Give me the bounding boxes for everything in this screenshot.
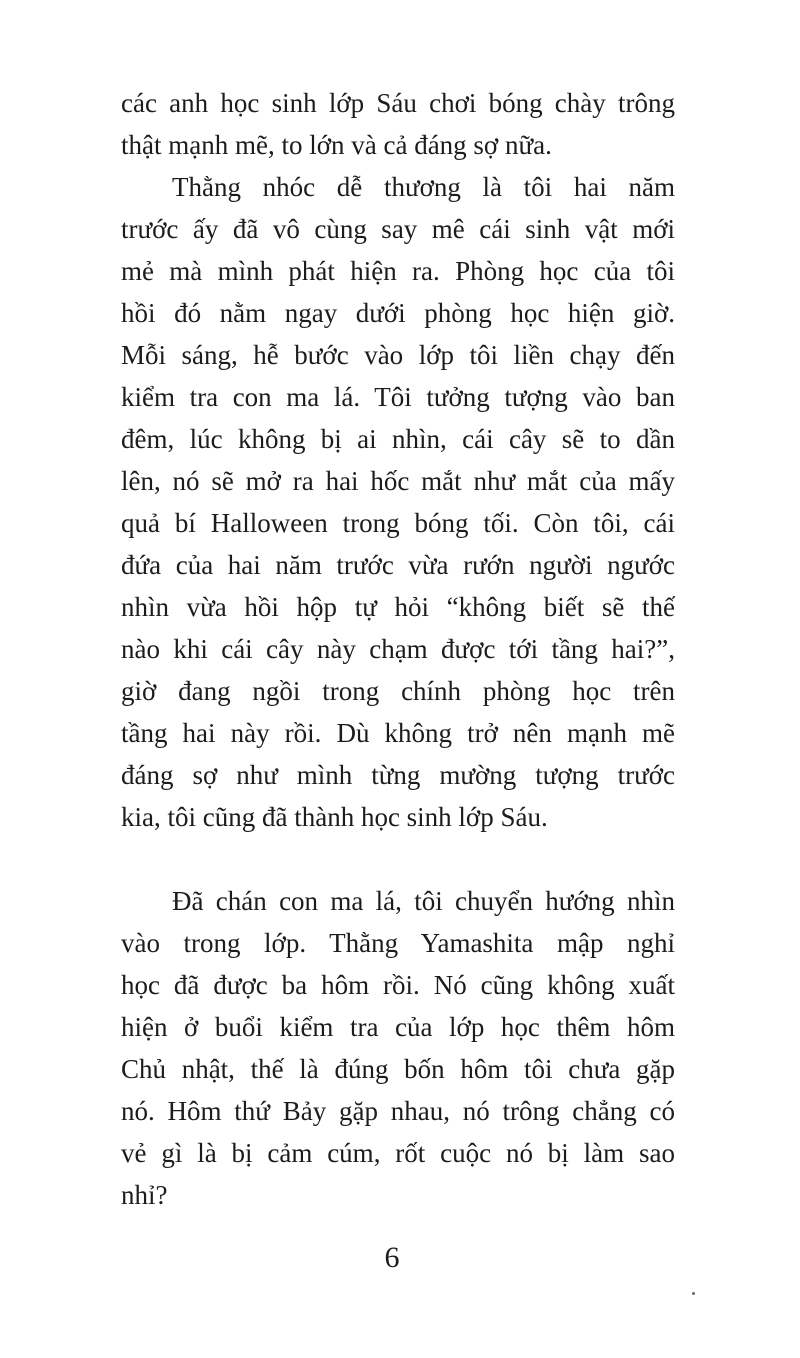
text-block (121, 82, 675, 1216)
scan-artifact-speck (692, 1292, 695, 1295)
text-line: kia, tôi cũng đã thành học sinh lớp Sáu. (121, 802, 548, 832)
text-line: Mỗi sáng, hễ bước vào lớp tôi liền chạy đến (121, 340, 675, 370)
text-line: lên, nó sẽ mở ra hai hốc mắt như mắt của mấy (121, 466, 675, 496)
text-line: vào trong lớp. Thằng Yamashita mập nghỉ (121, 928, 675, 958)
text-line: đêm, lúc không bị ai nhìn, cái cây sẽ to dần (121, 424, 675, 454)
text-line: nhìn vừa hồi hộp tự hỏi “không biết sẽ thế (121, 592, 675, 622)
text-line: hiện ở buổi kiểm tra của lớp học thêm hôm (121, 1012, 675, 1042)
text-line: đứa của hai năm trước vừa rướn người ngước (121, 550, 675, 580)
text-line: nó. Hôm thứ Bảy gặp nhau, nó trông chẳng có (121, 1096, 675, 1126)
text-line: nhỉ? (121, 1180, 168, 1210)
text-line: đáng sợ như mình từng mường tượng trước (121, 760, 675, 790)
text-line: mẻ mà mình phát hiện ra. Phòng học của tôi (121, 256, 675, 286)
text-line: tầng hai này rồi. Dù không trở nên mạnh mẽ (121, 718, 675, 748)
text-line: giờ đang ngồi trong chính phòng học trên (121, 676, 675, 706)
text-line: Thằng nhóc dễ thương là tôi hai năm (172, 172, 675, 202)
text-line: Đã chán con ma lá, tôi chuyển hướng nhìn (172, 886, 675, 916)
text-line: vẻ gì là bị cảm cúm, rốt cuộc nó bị làm sao (121, 1138, 675, 1168)
text-line: học đã được ba hôm rồi. Nó cũng không xuất (121, 970, 675, 1000)
text-line: Chủ nhật, thế là đúng bốn hôm tôi chưa gặp (121, 1054, 675, 1084)
page-number: 6 (384, 1241, 400, 1274)
text-line: hồi đó nằm ngay dưới phòng học hiện giờ. (121, 298, 675, 328)
text-line: quả bí Halloween trong bóng tối. Còn tôi, cái (121, 508, 675, 538)
text-line: nào khi cái cây này chạm được tới tầng hai?”, (121, 634, 675, 664)
text-line: thật mạnh mẽ, to lớn và cả đáng sợ nữa. (121, 130, 552, 160)
text-line: các anh học sinh lớp Sáu chơi bóng chày trông (121, 88, 675, 118)
text-line: trước ấy đã vô cùng say mê cái sinh vật mới (121, 214, 675, 244)
text-line: kiểm tra con ma lá. Tôi tưởng tượng vào ban (121, 382, 675, 412)
